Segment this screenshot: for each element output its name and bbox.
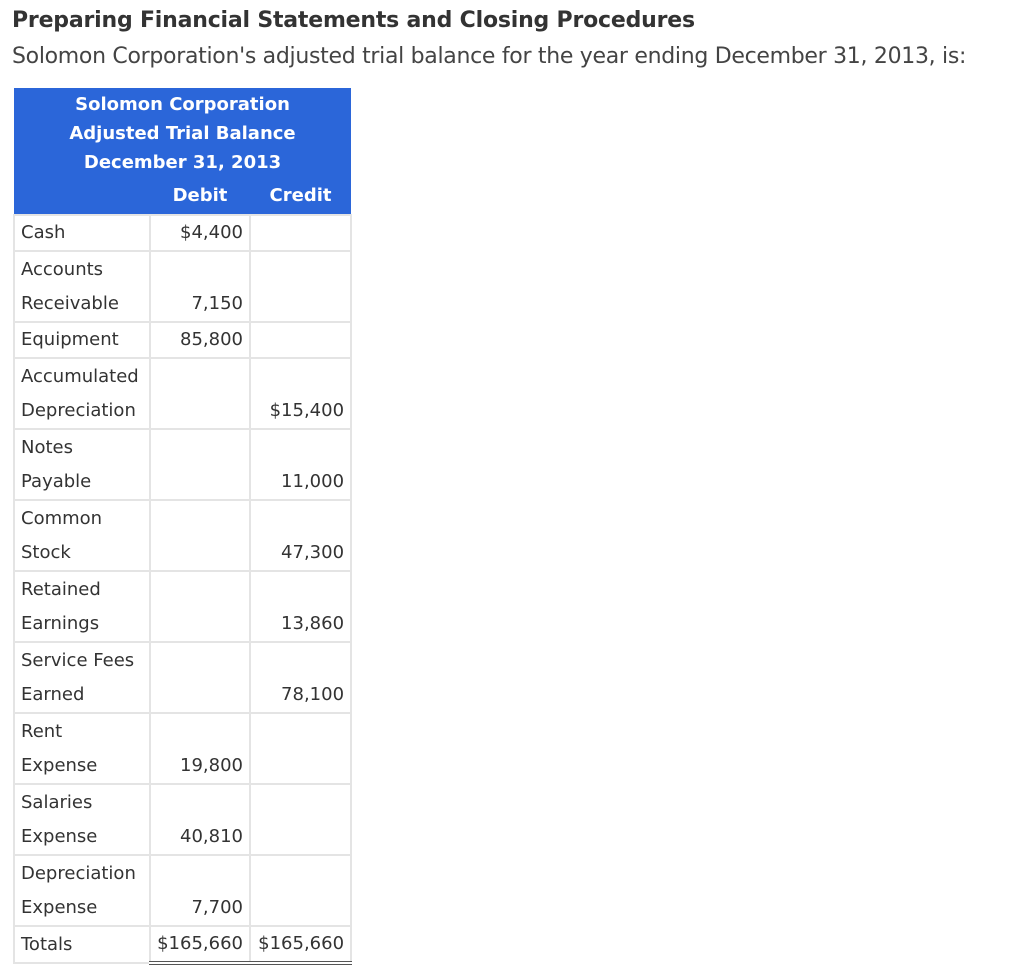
credit-amount xyxy=(250,713,351,784)
account-name: Common Stock xyxy=(14,500,150,571)
account-name: Salaries Expense xyxy=(14,784,150,855)
column-header-credit: Credit xyxy=(250,180,351,215)
debit-amount xyxy=(150,500,250,571)
account-name: Accounts Receivable xyxy=(14,251,150,322)
credit-amount: 47,300 xyxy=(250,500,351,571)
trial-balance-table xyxy=(13,88,352,965)
debit-amount: $4,400 xyxy=(150,215,250,251)
table-title-company: Solomon Corporation xyxy=(75,94,290,115)
debit-amount xyxy=(150,571,250,642)
totals-row xyxy=(14,926,351,963)
credit-amount xyxy=(250,322,351,358)
table-title-date: December 31, 2013 xyxy=(83,152,282,173)
debit-amount: 7,150 xyxy=(150,251,250,322)
totals-debit: $165,660 xyxy=(150,926,250,963)
account-name: Service Fees Earned xyxy=(14,642,150,713)
debit-amount xyxy=(150,642,250,713)
table-row xyxy=(14,251,351,322)
credit-amount xyxy=(250,855,351,926)
debit-amount: 19,800 xyxy=(150,713,250,784)
intro-text: Solomon Corporation's adjusted trial balance for the year ending December 31, 2013, is: xyxy=(12,44,967,69)
debit-amount: 85,800 xyxy=(150,322,250,358)
debit-amount: 7,700 xyxy=(150,855,250,926)
column-header-debit: Debit xyxy=(150,180,250,215)
totals-label: Totals xyxy=(14,926,150,963)
account-name: Accumulated Depreciation xyxy=(14,358,150,429)
account-name: Depreciation Expense xyxy=(14,855,150,926)
account-name: Equipment xyxy=(14,322,150,358)
table-title xyxy=(14,88,351,180)
debit-amount: 40,810 xyxy=(150,784,250,855)
table-row xyxy=(14,713,351,784)
table-row xyxy=(14,571,351,642)
table-row xyxy=(14,429,351,500)
credit-amount: 11,000 xyxy=(250,429,351,500)
totals-credit: $165,660 xyxy=(250,926,351,963)
account-name: Notes Payable xyxy=(14,429,150,500)
account-name: Cash xyxy=(14,215,150,251)
credit-amount: $15,400 xyxy=(250,358,351,429)
debit-amount xyxy=(150,358,250,429)
table-row xyxy=(14,215,351,251)
table-row xyxy=(14,642,351,713)
credit-amount: 78,100 xyxy=(250,642,351,713)
table-row xyxy=(14,784,351,855)
credit-amount xyxy=(250,251,351,322)
table-row xyxy=(14,358,351,429)
credit-amount xyxy=(250,784,351,855)
account-name: Retained Earnings xyxy=(14,571,150,642)
table-title-statement: Adjusted Trial Balance xyxy=(69,123,296,144)
credit-amount: 13,860 xyxy=(250,571,351,642)
account-name: Rent Expense xyxy=(14,713,150,784)
debit-amount xyxy=(150,429,250,500)
page-heading: Preparing Financial Statements and Closing Procedures xyxy=(12,8,695,33)
credit-amount xyxy=(250,215,351,251)
table-row xyxy=(14,322,351,358)
table-row xyxy=(14,855,351,926)
column-header-account xyxy=(14,180,150,215)
table-row xyxy=(14,500,351,571)
